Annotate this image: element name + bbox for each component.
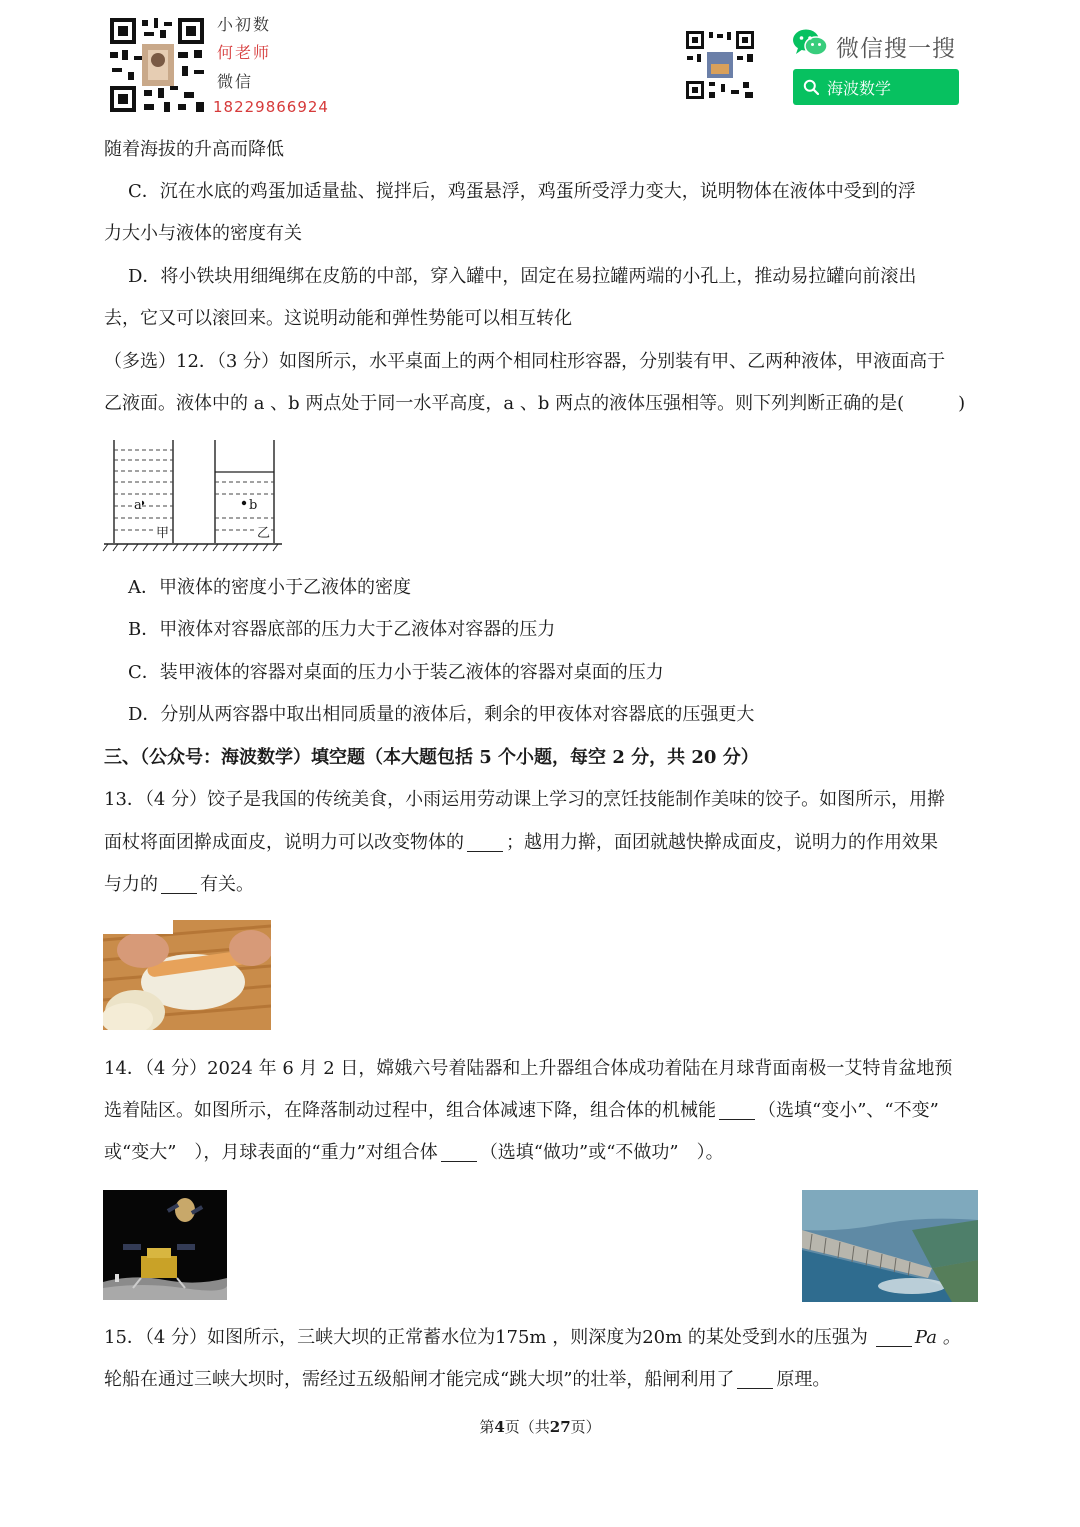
search-button-label: 海波数学 xyxy=(827,78,892,98)
lunar-lander-photo xyxy=(103,1190,227,1300)
q13-text-2b: ；越用力擀，面团就越快擀成面皮，说明力的作用效果 xyxy=(506,832,938,853)
q14-text-3a: 或“变大” ），月球表面的“重力”对组合体 xyxy=(104,1142,438,1163)
contact-phone: 18229866924 xyxy=(213,98,329,116)
container-yi-label: 乙 xyxy=(257,522,270,541)
q14-text-3b: （选填“做功”或“不做功” ）。 xyxy=(479,1142,724,1163)
q12-option-a: A．甲液体的密度小于乙液体的密度 xyxy=(128,577,411,598)
q15-blank-2[interactable] xyxy=(737,1370,773,1389)
option-d-line-2: 去，它又可以滚回来。这说明动能和弹性势能可以相互转化 xyxy=(104,308,572,329)
question-14-line-2 xyxy=(104,1099,980,1123)
q14-text-2a: 选着陆区。如图所示，在降落制动过程中，组合体减速下降，组合体的机械能 xyxy=(104,1100,716,1121)
q15-text-2b: 原理。 xyxy=(776,1369,831,1390)
wechat-search-label: 微信搜一搜 xyxy=(836,36,956,62)
footer-middle: 页（共 xyxy=(504,1418,550,1436)
q14-text-2b: （选填“变小”、“不变” xyxy=(758,1100,939,1121)
q12-option-d: D．分别从两容器中取出相同质量的液体后，剩余的甲夜体对容器底的压强更大 xyxy=(128,704,755,725)
contact-qr-code xyxy=(108,16,206,114)
q13-blank-2[interactable] xyxy=(161,875,197,894)
question-12-line-1: （多选）12．（3 分）如图所示，水平桌面上的两个相同柱形容器，分别装有甲、乙两种液体，甲液面高于 xyxy=(104,351,946,372)
q15-text-1a: 15．（4 分）如图所示，三峡大坝的正常蓄水位为175m ，则深度为20m 的某处受到水的压强为 xyxy=(104,1327,868,1348)
q15-text-2a: 轮船在通过三峡大坝时，需经过五级船闸才能完成“跳大坝”的壮举，船闸利用了 xyxy=(104,1369,735,1390)
point-a-label: a xyxy=(134,498,142,513)
footer-suffix: 页） xyxy=(570,1418,601,1436)
question-13-line-1: 13．（4 分）饺子是我国的传统美食，小雨运用劳动课上学习的烹饪技能制作美味的饺子。如图所示，用擀 xyxy=(104,789,946,810)
section-3-title: 三、（公众号：海波数学）填空题（本大题包括 5 个小题，每空 2 分，共 20 分） xyxy=(104,747,759,768)
question-15-line-2 xyxy=(104,1368,980,1392)
question-13-line-2 xyxy=(104,831,980,855)
footer-page-number: 4 xyxy=(494,1418,505,1436)
question-14-line-3 xyxy=(104,1141,980,1165)
contact-line-3: 微信 xyxy=(217,72,254,91)
question-15-line-1 xyxy=(104,1326,980,1350)
search-icon xyxy=(803,79,819,95)
question-13-line-3 xyxy=(104,873,980,897)
q13-text-2a: 面杖将面团擀成面皮，说明力可以改变物体的 xyxy=(104,832,464,853)
body-line-1: 随着海拔的升高而降低 xyxy=(104,139,284,160)
q13-text-3b: 有关。 xyxy=(200,874,254,895)
q15-blank-1[interactable] xyxy=(876,1328,912,1347)
page-footer xyxy=(0,1416,1080,1437)
q13-text-3a: 与力的 xyxy=(104,874,158,895)
search-button[interactable] xyxy=(793,69,959,105)
option-d-line-1: D．将小铁块用细绳绑在皮筋的中部，穿入罐中，固定在易拉罐两端的小孔上，推动易拉罐向前滚出 xyxy=(128,266,917,287)
option-c-line-1: C．沉在水底的鸡蛋加适量盐、搅拌后，鸡蛋悬浮，鸡蛋所受浮力变大，说明物体在液体中受到的浮 xyxy=(128,181,916,202)
q12-option-b: B．甲液体对容器底部的压力大于乙液体对容器的压力 xyxy=(128,619,556,640)
container-jia-label: 甲 xyxy=(156,522,169,541)
q12-option-c: C．装甲液体的容器对桌面的压力小于装乙液体的容器对桌面的压力 xyxy=(128,662,664,683)
question-14-line-1: 14．（4 分）2024 年 6 月 2 日，嫦娥六号着陆器和上升器组合体成功着陆在月球背面南极一艾特肯盆地预 xyxy=(104,1058,953,1079)
option-c-line-2: 力大小与液体的密度有关 xyxy=(104,223,302,244)
question-12-line-2: 乙液面。液体中的 a 、b 两点处于同一水平高度，a 、b 两点的液体压强相等。则下列判断正确的是( ) xyxy=(104,393,966,414)
q14-blank-2[interactable] xyxy=(441,1143,477,1162)
footer-prefix: 第 xyxy=(479,1418,495,1436)
wechat-logo-icon xyxy=(792,28,828,58)
q13-blank-1[interactable] xyxy=(467,833,503,852)
wechat-qr-code xyxy=(685,30,755,100)
q14-blank-1[interactable] xyxy=(719,1101,755,1120)
containers-figure xyxy=(102,436,284,552)
footer-total-pages: 27 xyxy=(549,1418,571,1436)
point-b-label: b xyxy=(249,498,258,513)
q15-text-1b: Pa 。 xyxy=(914,1327,961,1348)
contact-line-2: 何老师 xyxy=(217,43,272,62)
dumpling-rolling-photo xyxy=(103,920,271,1030)
three-gorges-dam-photo xyxy=(802,1190,978,1302)
contact-line-1: 小初数 xyxy=(217,15,272,34)
